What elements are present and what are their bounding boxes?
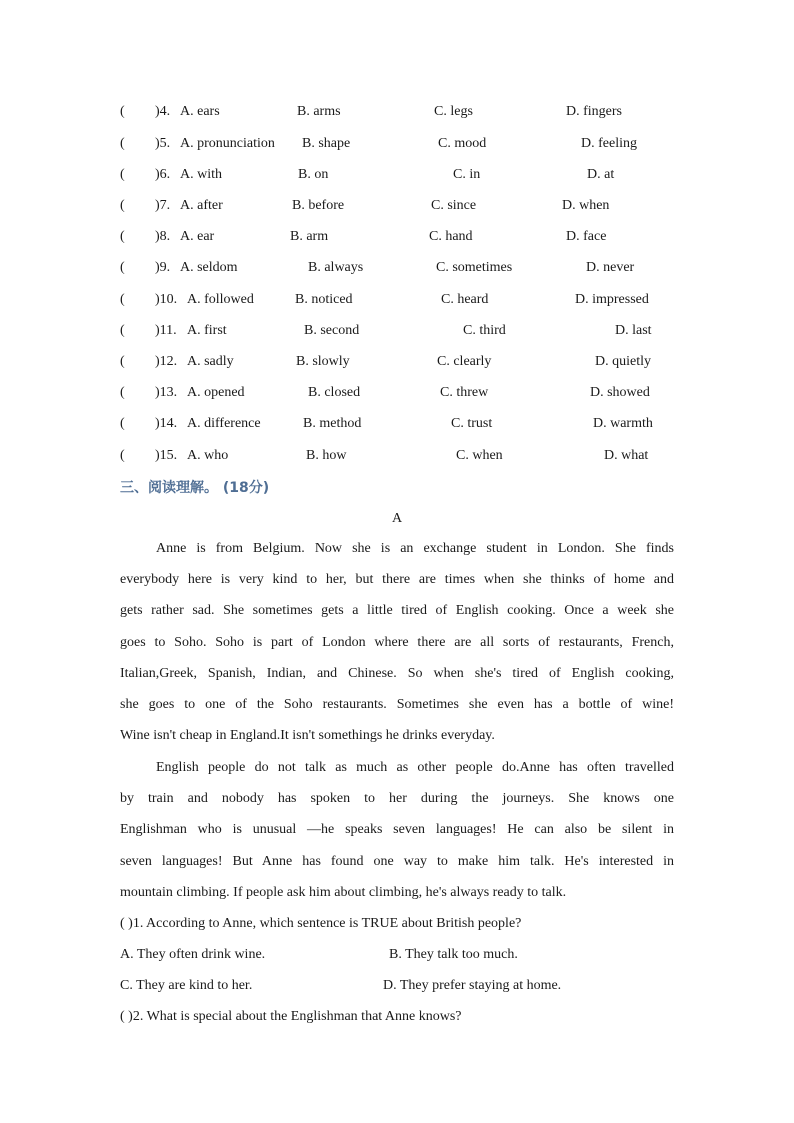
option-c: C. mood (438, 136, 487, 151)
question-number: )13. (155, 385, 178, 400)
option-a: A. ear (180, 229, 215, 244)
option-d: D. never (586, 260, 635, 275)
passage-line: mountain climbing. If people ask him about climbing, he's always ready to talk. (120, 884, 567, 900)
answer-paren: ( (120, 354, 125, 369)
passage-line: Anne is from Belgium. Now she is an exchange student in London. She finds (156, 541, 674, 556)
passage-line: goes to Soho. Soho is part of London where there are all sorts of restaurants, French, (120, 634, 674, 650)
option-b: B. how (306, 448, 347, 463)
option-a: A. seldom (180, 260, 238, 275)
reading-question-2-stem: ( )2. What is special about the Englishman that Anne knows? (120, 1009, 462, 1024)
option-d: D. impressed (575, 292, 649, 307)
option-a: A. sadly (187, 354, 234, 369)
option-c: C. hand (429, 229, 473, 244)
option-b: B. before (292, 198, 345, 213)
cloze-question-row (0, 352, 794, 372)
answer-paren: ( (120, 104, 125, 119)
passage-line: gets rather sad. She sometimes gets a little tired of English cooking. Once a week she (120, 603, 674, 619)
option-a: A. with (180, 167, 222, 182)
answer-paren: ( (120, 416, 125, 431)
option-b: B. arms (297, 104, 341, 119)
question-number: )8. (155, 229, 171, 244)
option-a: A. opened (187, 385, 245, 400)
cloze-question-row (0, 258, 794, 278)
option-b: B. shape (302, 136, 351, 151)
option-d: D. face (566, 229, 607, 244)
answer-paren: ( (120, 323, 125, 338)
question-number: )15. (155, 448, 178, 463)
question-number: )11. (155, 323, 177, 338)
option-c: C. third (463, 323, 506, 338)
answer-paren: ( (120, 229, 125, 244)
cloze-question-row (0, 102, 794, 122)
cloze-question-row (0, 134, 794, 154)
option-b: B. on (298, 167, 329, 182)
cloze-question-row (0, 290, 794, 310)
option-c: C. since (431, 198, 477, 213)
question-number: )4. (155, 104, 171, 119)
option-c: C. threw (440, 385, 489, 400)
question-number: )9. (155, 260, 171, 275)
passage-line: Wine isn't cheap in England.It isn't somethings he drinks everyday. (120, 728, 495, 744)
question-number: )14. (155, 416, 178, 431)
question-number: )12. (155, 354, 178, 369)
answer-paren: ( (120, 136, 125, 151)
option-b: B. second (304, 323, 360, 338)
option-c: C. heard (441, 292, 489, 307)
cloze-question-row (0, 321, 794, 341)
cloze-question-row (0, 196, 794, 216)
option-d: D. fingers (566, 104, 622, 119)
option-a: A. pronunciation (180, 136, 275, 151)
passage-label: A (391, 511, 403, 526)
option-d: D. quietly (595, 354, 651, 369)
cloze-question-row (0, 414, 794, 434)
reading-question-1-option-a: A. They often drink wine. (120, 947, 266, 962)
reading-question-1-option-b: B. They talk too much. (389, 947, 518, 962)
passage-line: everybody here is very kind to her, but there are times when she thinks of home and (120, 572, 674, 588)
option-d: D. when (562, 198, 610, 213)
option-c: C. in (453, 167, 481, 182)
option-c: C. clearly (437, 354, 492, 369)
question-number: )7. (155, 198, 171, 213)
option-c: C. legs (434, 104, 473, 119)
option-d: D. showed (590, 385, 650, 400)
option-b: B. method (303, 416, 362, 431)
option-c: C. when (456, 448, 503, 463)
option-a: A. after (180, 198, 223, 213)
section-title: 三、阅读理解。 (18分) (120, 480, 270, 496)
passage-line: seven languages! But Anne has found one way to make him talk. He's interested in (120, 853, 674, 869)
passage-line: Englishman who is unusual —he speaks seven languages! He can also be silent in (120, 822, 674, 838)
reading-question-1-option-d: D. They prefer staying at home. (383, 978, 562, 993)
question-number: )10. (155, 292, 178, 307)
answer-paren: ( (120, 448, 125, 463)
answer-paren: ( (120, 292, 125, 307)
answer-paren: ( (120, 260, 125, 275)
cloze-question-row (0, 227, 794, 247)
cloze-question-row (0, 446, 794, 466)
reading-question-1-option-c: C. They are kind to her. (120, 978, 253, 993)
question-number: )5. (155, 136, 171, 151)
option-b: B. closed (308, 385, 361, 400)
option-b: B. arm (290, 229, 329, 244)
cloze-question-row (0, 165, 794, 185)
answer-paren: ( (120, 167, 125, 182)
answer-paren: ( (120, 385, 125, 400)
option-a: A. first (187, 323, 227, 338)
cloze-question-row (0, 383, 794, 403)
option-b: B. slowly (296, 354, 350, 369)
passage-line: by train and nobody has spoken to her during the journeys. She knows one (120, 791, 674, 807)
passage-line: English people do not talk as much as other people do.Anne has often travelled (156, 760, 674, 775)
option-a: A. ears (180, 104, 220, 119)
question-number: )6. (155, 167, 171, 182)
option-d: D. what (604, 448, 649, 463)
option-d: D. at (587, 167, 615, 182)
option-a: A. followed (187, 292, 254, 307)
option-d: D. feeling (581, 136, 637, 151)
passage-line: Italian,Greek, Spanish, Indian, and Chinese. So when she's tired of English cooking, (120, 665, 674, 681)
option-b: B. noticed (295, 292, 353, 307)
option-d: D. last (615, 323, 652, 338)
option-b: B. always (308, 260, 364, 275)
passage-line: she goes to one of the Soho restaurants. Sometimes she even has a bottle of wine! (120, 697, 674, 712)
answer-paren: ( (120, 198, 125, 213)
option-d: D. warmth (593, 416, 653, 431)
option-a: A. difference (187, 416, 261, 431)
option-c: C. trust (451, 416, 493, 431)
option-c: C. sometimes (436, 260, 513, 275)
reading-question-1-stem: ( )1. According to Anne, which sentence is TRUE about British people? (120, 916, 522, 931)
option-a: A. who (187, 448, 229, 463)
